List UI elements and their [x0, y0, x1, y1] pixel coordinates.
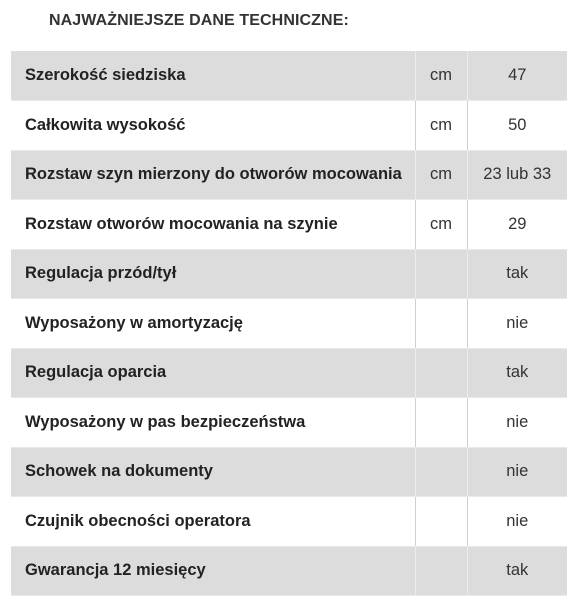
table-row: [11, 51, 567, 101]
spec-unit: cm: [415, 200, 467, 250]
specs-table: [11, 51, 567, 596]
spec-value: 47: [467, 51, 567, 101]
spec-name: Rozstaw otworów mocowania na szynie: [11, 200, 415, 250]
spec-value: 50: [467, 101, 567, 151]
spec-unit: cm: [415, 51, 467, 101]
section-heading: NAJWAŻNIEJSZE DANE TECHNICZNE:: [49, 12, 349, 29]
spec-value: nie: [467, 447, 567, 497]
table-row: [11, 497, 567, 547]
spec-name: Wyposażony w amortyzację: [11, 299, 415, 349]
spec-name: Rozstaw szyn mierzony do otworów mocowania: [11, 150, 415, 200]
spec-value: tak: [467, 249, 567, 299]
table-row: [11, 200, 567, 250]
spec-value: nie: [467, 497, 567, 547]
spec-unit: [415, 447, 467, 497]
table-row: [11, 299, 567, 349]
spec-value: tak: [467, 348, 567, 398]
table-row: [11, 101, 567, 151]
spec-value: 29: [467, 200, 567, 250]
spec-unit: [415, 348, 467, 398]
spec-name: Regulacja przód/tył: [11, 249, 415, 299]
spec-name: Schowek na dokumenty: [11, 447, 415, 497]
spec-unit: cm: [415, 150, 467, 200]
spec-value: tak: [467, 546, 567, 596]
table-row: [11, 398, 567, 448]
spec-name: Szerokość siedziska: [11, 51, 415, 101]
spec-name: Całkowita wysokość: [11, 101, 415, 151]
table-row: [11, 249, 567, 299]
spec-name: Regulacja oparcia: [11, 348, 415, 398]
table-row: [11, 150, 567, 200]
spec-name: Wyposażony w pas bezpieczeństwa: [11, 398, 415, 448]
spec-unit: [415, 497, 467, 547]
spec-value: nie: [467, 398, 567, 448]
spec-value: nie: [467, 299, 567, 349]
spec-unit: [415, 546, 467, 596]
spec-unit: [415, 249, 467, 299]
spec-unit: [415, 299, 467, 349]
table-row: [11, 348, 567, 398]
spec-name: Czujnik obecności operatora: [11, 497, 415, 547]
spec-unit: [415, 398, 467, 448]
table-row: [11, 546, 567, 596]
spec-unit: cm: [415, 101, 467, 151]
spec-value: 23 lub 33: [467, 150, 567, 200]
spec-name: Gwarancja 12 miesięcy: [11, 546, 415, 596]
table-row: [11, 447, 567, 497]
